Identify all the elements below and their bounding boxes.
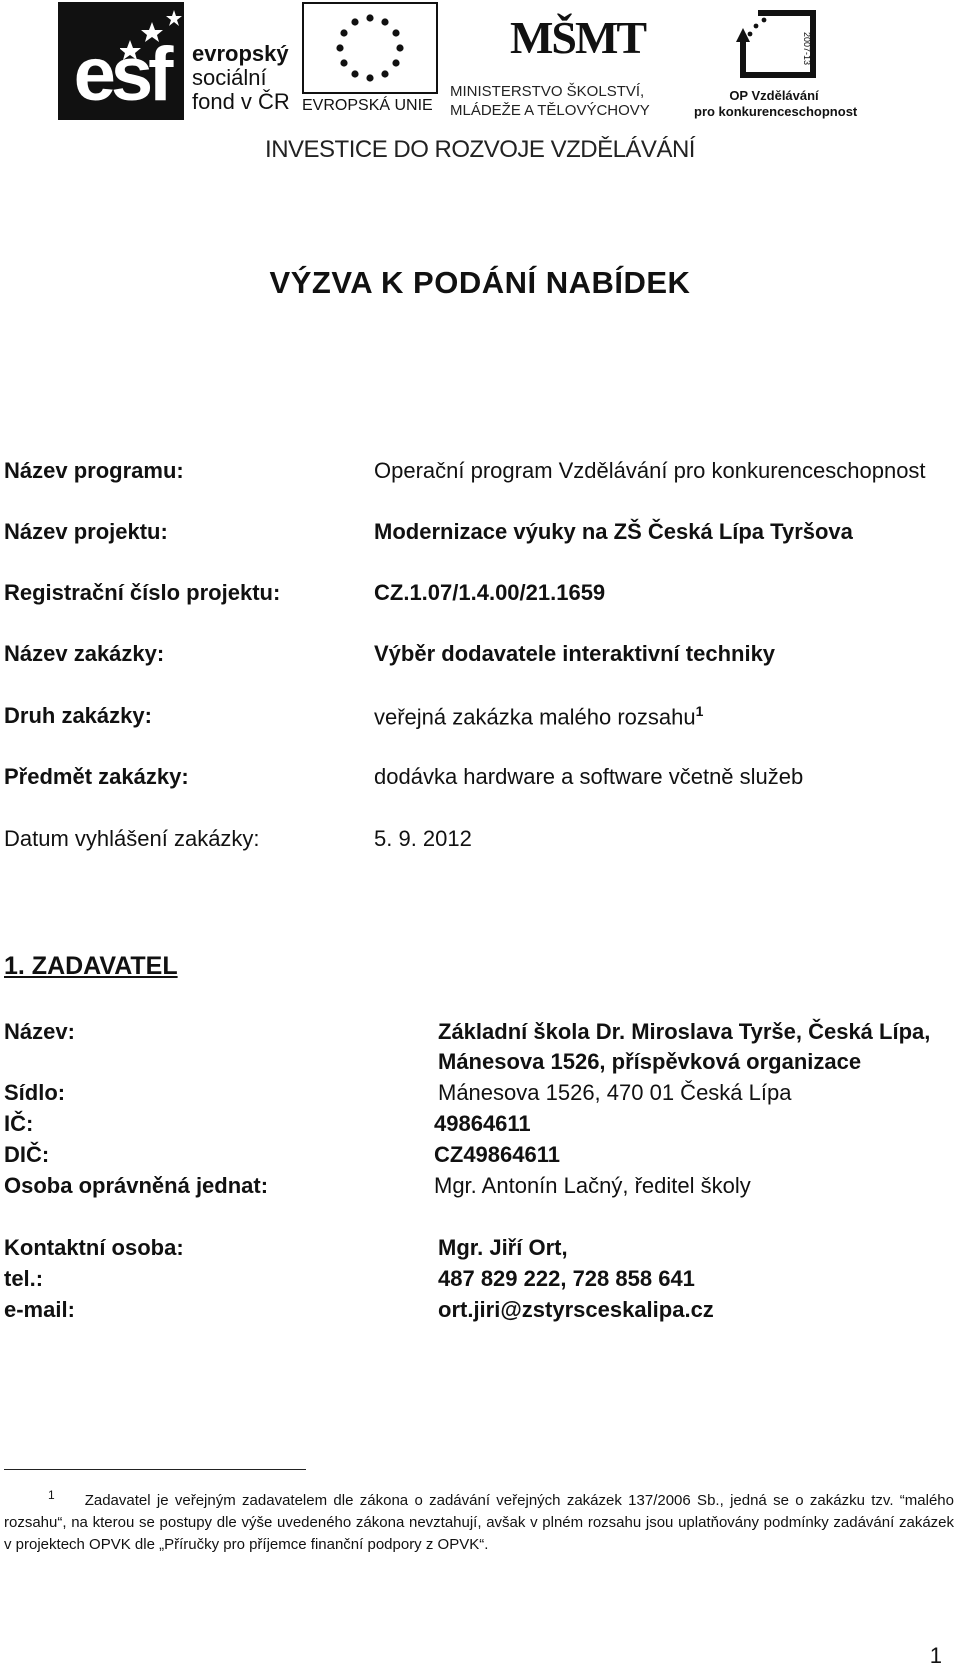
- field-label: Registrační číslo projektu:: [4, 580, 281, 605]
- msmt-logo: [450, 2, 688, 120]
- zadavatel-value: 49864611: [434, 1111, 531, 1136]
- field-value: 5. 9. 2012: [374, 826, 472, 851]
- zadavatel-label: Kontaktní osoba:: [4, 1235, 184, 1260]
- footnote: [4, 1484, 954, 1556]
- tagline: INVESTICE DO ROZVOJE VZDĚLÁVÁNÍ: [265, 136, 695, 163]
- zadavatel-label: Sídlo:: [4, 1080, 66, 1105]
- zadavatel-label: Název:: [4, 1019, 75, 1044]
- field-value: Výběr dodavatele interaktivní techniky: [374, 641, 776, 666]
- esf-mark: esf: [73, 32, 169, 117]
- footnote-ref: 1: [695, 703, 704, 719]
- field-label: Název programu:: [4, 458, 184, 483]
- field-value: dodávka hardware a software včetně služeb: [374, 764, 804, 789]
- zadavatel-label: Osoba oprávněná jednat:: [4, 1173, 269, 1198]
- op-text: OP Vzdělávání pro konkurenceschopnost: [694, 88, 858, 119]
- zadavatel-value: ort.jiri@zstyrsceskalipa.cz: [438, 1297, 714, 1322]
- page-title: VÝZVA K PODÁNÍ NABÍDEK: [269, 265, 691, 300]
- field-value: Operační program Vzdělávání pro konkurenceschopnost: [374, 458, 926, 483]
- field-value: Modernizace výuky na ZŠ Česká Lípa Tyršova: [374, 519, 853, 544]
- footnote-divider: [4, 1469, 306, 1470]
- eu-flag-icon: [302, 2, 438, 94]
- op-years: 2007-13: [802, 32, 812, 66]
- zadavatel-value: Mgr. Jiří Ort,: [438, 1235, 568, 1260]
- msmt-text: MINISTERSTVO ŠKOLSTVÍ, MLÁDEŽE A TĚLOVÝCHOVY: [450, 83, 650, 119]
- zadavatel-label: e-mail:: [4, 1297, 75, 1322]
- zadavatel-value: Mánesova 1526, 470 01 Česká Lípa: [438, 1080, 792, 1105]
- field-label: Název zakázky:: [4, 641, 165, 666]
- eu-text: EVROPSKÁ UNIE: [302, 97, 433, 114]
- page-number: 1: [929, 1643, 942, 1668]
- msmt-mark: MŠMT: [510, 12, 646, 63]
- zadavatel-value: Mánesova 1526, příspěvková organizace: [438, 1049, 862, 1074]
- zadavatel-value: 487 829 222, 728 858 641: [438, 1266, 695, 1291]
- zadavatel-value: CZ49864611: [434, 1142, 560, 1167]
- field-label: Název projektu:: [4, 519, 168, 544]
- field-label: Druh zakázky:: [4, 703, 152, 728]
- op-logo: [694, 2, 858, 120]
- eu-logo: [302, 2, 442, 120]
- esf-text: evropský sociální fond v ČR: [192, 41, 290, 114]
- esf-logo: [58, 2, 290, 120]
- zadavatel-label: DIČ:: [4, 1142, 50, 1167]
- zadavatel-label: IČ:: [4, 1111, 34, 1136]
- field-value: veřejná zakázka malého rozsahu$^1$: [374, 703, 704, 730]
- logo-band: [0, 0, 960, 175]
- zadavatel-value: Základní škola Dr. Miroslava Tyrše, Česká Lípa,: [438, 1019, 931, 1044]
- footnote-number: 1: [48, 1488, 55, 1502]
- field-label: Předmět zakázky:: [4, 764, 189, 789]
- footnote-text: Zadavatel je veřejným zadavatelem dle zákona o zadávání veřejných zakázek 137/2006 Sb., jedná se o zakázku tzv. “malého rozsahu“, na kterou se postupy dle výše uvedeného zákona nevztahují, avšak v plném rozsahu jsou uplatňovány podmínky zadávání zakázek v projektech OPVK dle „Příručky pro příjemce finanční podpory z OPVK“.: [4, 1492, 954, 1553]
- section-heading: 1. ZADAVATEL: [4, 952, 178, 980]
- zadavatel-value: Mgr. Antonín Lačný, ředitel školy: [434, 1173, 751, 1198]
- field-label: Datum vyhlášení zakázky:: [4, 826, 260, 851]
- field-value: CZ.1.07/1.4.00/21.1659: [374, 580, 606, 605]
- zadavatel-label: tel.:: [4, 1266, 44, 1291]
